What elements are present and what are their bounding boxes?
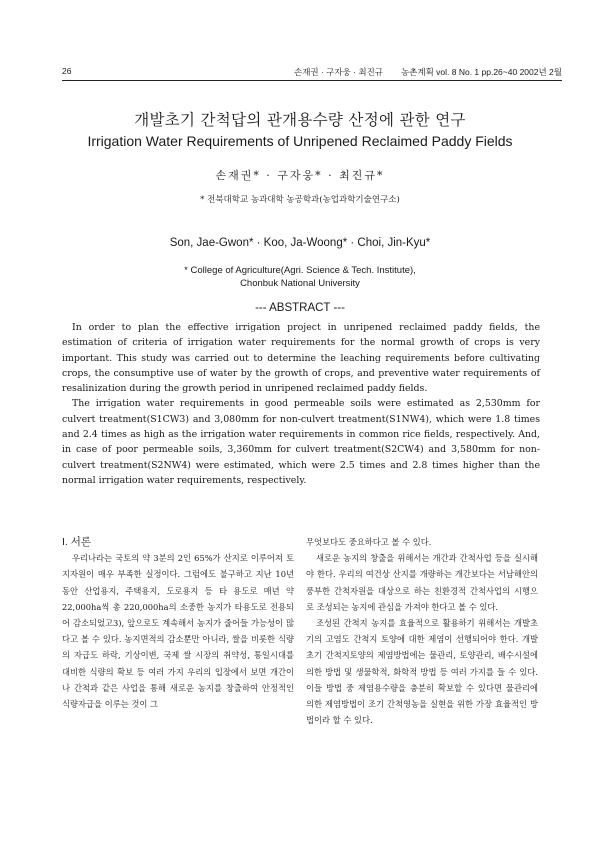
- authors-english: Son, Jae-Gwon* · Koo, Ja-Woong* · Choi, Jin-Kyu*: [169, 237, 431, 249]
- page-number: 26: [62, 66, 72, 76]
- body-column-left: [62, 534, 294, 712]
- abstract-body: [62, 320, 540, 488]
- title-korean: 개발초기 간척답의 관개용수량 산정에 관한 연구: [134, 111, 466, 129]
- running-authors: 손재권 · 구자웅 · 최진규: [294, 67, 384, 77]
- abstract-paragraph: The irrigation water requirements in good permeable soils were estimated as 2,530mm for culvert treatment(S1CW3) and 3,080mm for non-culvert treatment(S1NW4), which were 1.8 times and 2.4 times as high as the irrigation water requirements in common rice fields, respectively. And, in case of poor permeable soils, 3,360mm for culvert treatment(S2CW4) and 3,580mm for non-culvert treatment(S2NW4) were estimated, which were 2.5 times and 2.8 times higher than the normal irrigation water requirements, respectively.: [62, 398, 540, 486]
- body-paragraph: 새로운 농지의 창출을 위해서는 개간과 간척사업 등을 실시해야 한다. 우리의 여건상 산지를 개량하는 개간보다는 서남해안의 풍부한 간척자원을 대상으로 하는 친환경적 간척사업의 시행으로 조성되는 농지에 관심을 가져야 한다고 볼 수 있다.: [306, 553, 538, 612]
- affiliation-english-line-1: * College of Agriculture(Agri. Science & Tech. Institute),: [184, 265, 416, 276]
- journal-citation: 농촌계획 vol. 8 No. 1 pp.26~40 2002년 2월: [400, 67, 562, 77]
- abstract-paragraph: In order to plan the effective irrigation project in unripened reclaimed paddy fields, the estimation of criteria of irrigation water requirements for the normal growth of crops is very important. This study was carried out to determine the leaching requirements before cultivating crops, the consumptive use of water by the growth of crops, and preventive water requirements of resalinization during the growth period in unripened reclaimed paddy fields.: [62, 322, 540, 395]
- body-paragraph: 무엇보다도 중요하다고 볼 수 있다.: [306, 537, 432, 547]
- authors-korean: 손재권* · 구자웅* · 최진규*: [215, 169, 385, 182]
- section-heading: I. 서론: [62, 536, 92, 548]
- body-column-right: [306, 534, 538, 728]
- affiliation-korean: * 전북대학교 농과대학 농공학과(농업과학기술연구소): [200, 195, 400, 205]
- body-paragraph: 우리나라는 국토의 약 3분의 2인 65%가 산지로 이루어져 토지자원이 매우 부족한 실정이다. 그럼에도 불구하고 지난 10년동안 산업용지, 주택용지, 도로용지 등 타 용도로 매년 약 22,000ha씩 총 220,000ha의 소중한 농지가 타용도로 전용되어 감소되었고3), 앞으로도 계속해서 농지가 줄어들 가능성이 많다고 볼 수 있다. 농지면적의 감소뿐만 아니라, 쌀을 비롯한 식량의 자급도 하락, 기상이변, 국제 쌀 시장의 취약성, 통일시대를 대비한 식량의 확보 등 여러 가지 우리의 입장에서 보면 개간이나 간척과 같은 사업을 통해 새로운 농지를 창출하여 안정적인 식량자급을 이루는 것이 그: [62, 553, 294, 710]
- abstract-heading: --- ABSTRACT ---: [255, 302, 345, 314]
- affiliation-english: [0, 264, 600, 290]
- affiliation-english-line-2: Chonbuk National University: [240, 278, 360, 289]
- body-paragraph: 조성된 간척지 농지를 효율적으로 활용하기 위해서는 개발초기의 고염도 간척지 토양에 대한 제염이 선행되어야 한다. 개발초기 간척지토양의 제염방법에는 물관리, 토양관리, 배수시설에 의한 방법 및 생물학적, 화학적 방법 등 여러 가지를 들 수 있다. 이들 방법 중 제염용수량을 충분히 확보할 수 있다면 물관리에 의한 제염방법이 조기 간척영농을 실현을 위한 가장 효율적인 방법이라 할 수 있다.: [306, 618, 538, 726]
- running-header: [62, 66, 562, 81]
- title-english: Irrigation Water Requirements of Unripened Reclaimed Paddy Fields: [87, 133, 513, 149]
